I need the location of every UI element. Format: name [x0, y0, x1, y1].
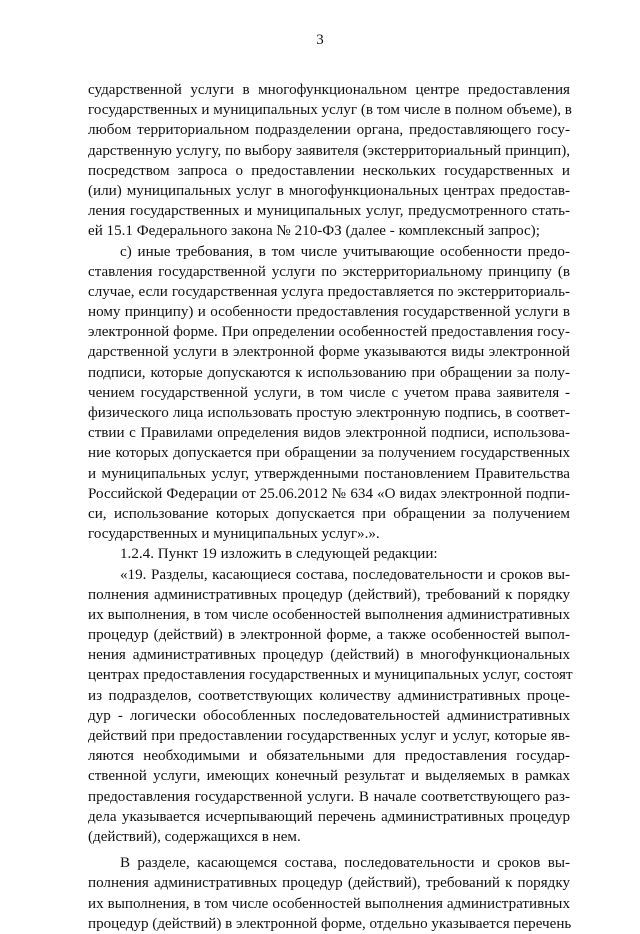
- text-line: дарственной услуги в электронной форме указываются виды электронной: [88, 344, 570, 361]
- text-line: государственных и муниципальных услуг».».: [88, 526, 380, 543]
- text-line: любом территориальном подразделении органа, предоставляющего госу-: [88, 122, 570, 139]
- text-line: предоставления государственной услуги. В начале соответствующего раз-: [88, 788, 570, 805]
- paragraph: [88, 80, 570, 242]
- text-line: «19. Разделы, касающиеся состава, последовательности и сроков вы-: [120, 566, 570, 583]
- text-line: ставления государственной услуги по экстерриториальному принципу (в: [88, 263, 570, 280]
- text-line: полнения административных процедур (действий), требований к порядку: [88, 875, 570, 892]
- text-line: с) иные требования, в том числе учитывающие особенности предо-: [120, 243, 570, 260]
- document-body: [88, 80, 573, 934]
- paragraph: [88, 242, 570, 545]
- text-line: из подразделов, соответствующих количеству административных проце-: [88, 687, 570, 704]
- text-line: чением государственной услуги, в том числе с учетом права заявителя -: [88, 384, 570, 401]
- text-line: В разделе, касающемся состава, последовательности и сроков вы-: [120, 855, 570, 872]
- text-line: нения административных процедур (действий) в многофункциональных: [88, 647, 570, 664]
- text-line: (действий), содержащихся в нем.: [88, 828, 301, 845]
- paragraph: [88, 565, 573, 848]
- text-line: процедур (действий) в электронной форме, а также особенностей выпол-: [88, 627, 570, 644]
- text-line: ствии с Правилами определения видов электронной подписи, использова-: [88, 425, 570, 442]
- text-line: центрах предоставления государственных и муниципальных услуг, состоят: [88, 667, 573, 684]
- text-line: Российской Федерации от 25.06.2012 № 634 «О видах электронной подпи-: [88, 485, 570, 502]
- text-line: ние которых допускается при обращении за получением государственных: [88, 445, 570, 462]
- text-line: ления государственных и муниципальных услуг, предусмотренного стать-: [88, 203, 570, 220]
- text-line: подписи, которые допускаются к использованию при обращении за полу-: [88, 364, 570, 381]
- text-line: процедур (действий) в электронной форме, отдельно указывается перечень: [88, 915, 572, 932]
- text-line: ному принципу) и особенности предоставления государственной услуги в: [88, 304, 570, 321]
- text-line: физического лица использовать простую электронную подпись, в соответ-: [88, 405, 570, 421]
- text-line: дур - логически обособленных последовательностей административных: [88, 707, 570, 724]
- text-line: действий при предоставлении государственных услуг и услуг, которые яв-: [88, 728, 570, 744]
- text-line: и муниципальных услуг, утвержденными постановлением Правительства: [88, 465, 570, 482]
- text-line: их выполнения, в том числе особенностей выполнения административных: [88, 895, 570, 912]
- text-line: посредством запроса о предоставлении нескольких государственных и: [88, 162, 570, 179]
- text-line: (или) муниципальных услуг в многофункциональных центрах предостав-: [88, 182, 570, 199]
- text-line: государственных и муниципальных услуг (в том числе в полном объеме), в: [88, 102, 572, 119]
- text-line: ляются необходимыми и обязательными для предоставления государ-: [88, 748, 570, 765]
- text-line: дарственную услугу, по выбору заявителя (экстерриториальный принцип),: [88, 142, 570, 159]
- text-line: дела указывается исчерпывающий перечень административных процедур: [88, 808, 570, 825]
- text-line: электронной форме. При определении особенностей предоставления госу-: [88, 324, 570, 341]
- text-line: си, использование которых допускается при обращении за получением: [88, 505, 570, 522]
- text-line: ей 15.1 Федерального закона № 210-ФЗ (далее - комплексный запрос);: [88, 223, 540, 240]
- text-line: сударственной услуги в многофункциональном центре предоставления: [88, 82, 570, 98]
- text-line: 1.2.4. Пункт 19 изложить в следующей редакции:: [120, 546, 438, 563]
- text-line: полнения административных процедур (действий), требований к порядку: [88, 586, 570, 603]
- page-number: 3: [316, 32, 324, 48]
- text-line: ственной услуги, имеющих конечный результат и выделяемых в рамках: [88, 768, 570, 785]
- text-line: случае, если государственная услуга предоставляется по экстерриториаль-: [88, 283, 570, 300]
- paragraph: [88, 853, 570, 934]
- text-line: их выполнения, в том числе особенностей выполнения административных: [88, 606, 570, 623]
- paragraph: [88, 544, 570, 564]
